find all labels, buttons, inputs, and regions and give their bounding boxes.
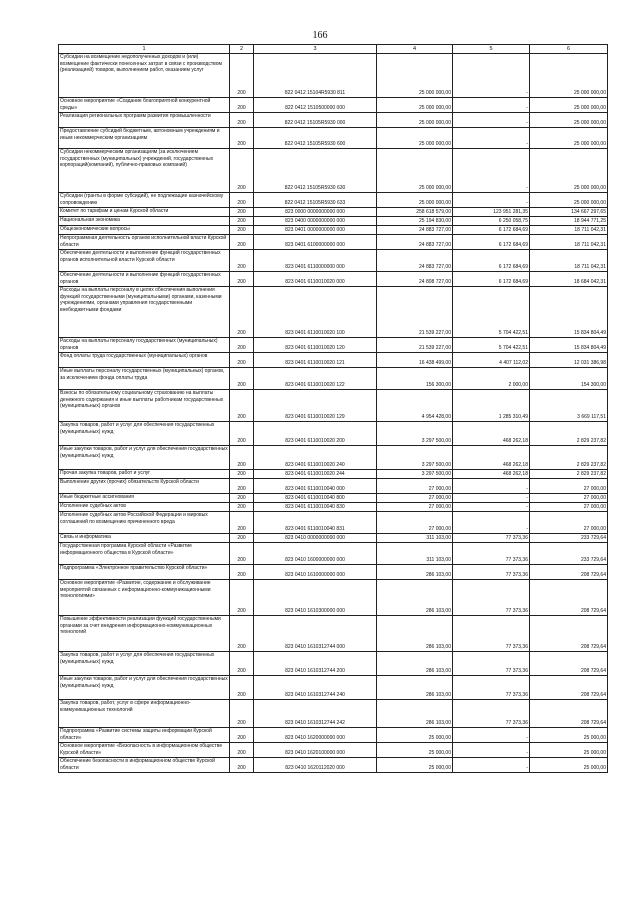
- row-approved-amount-cell: 286 103,00: [377, 565, 453, 580]
- table-row: [59, 113, 608, 128]
- row-budget-code-cell: 823 0410 1610312744 200: [254, 652, 377, 676]
- table-row: [59, 512, 608, 534]
- row-budget-code-cell: 823 0410 1620000000 000: [254, 728, 377, 743]
- table-row: [59, 338, 608, 353]
- row-remaining-amount-cell: 208 729,64: [530, 580, 608, 616]
- row-remaining-amount-cell: 25 000 000,00: [530, 128, 608, 149]
- row-budget-code-cell: 822 0412 15105R5930 600: [254, 128, 377, 149]
- row-executed-amount-cell: 77 373,36: [453, 676, 530, 700]
- row-budget-code-cell: 823 0410 1610312744 242: [254, 700, 377, 728]
- row-executed-amount-cell: 6 172 684,69: [453, 250, 530, 272]
- row-approved-amount-cell: 27 000,00: [377, 494, 453, 503]
- row-line-code-cell: 200: [230, 193, 254, 208]
- row-line-code-cell: 200: [230, 208, 254, 217]
- row-remaining-amount-cell: 2 829 237,82: [530, 422, 608, 446]
- row-name-cell: Подпрограмма «Электронное правительство Курской области»: [59, 565, 230, 580]
- row-budget-code-cell: 823 0401 6100000000 000: [254, 235, 377, 250]
- table-row: [59, 226, 608, 235]
- row-line-code-cell: 200: [230, 217, 254, 226]
- table-row: [59, 353, 608, 368]
- row-budget-code-cell: 822 0412 15105R5930 000: [254, 113, 377, 128]
- table-row: [59, 565, 608, 580]
- row-budget-code-cell: 823 0410 1610312744 000: [254, 616, 377, 652]
- row-name-cell: Основное мероприятие «Безопасность в информационном обществе Курской области»: [59, 743, 230, 758]
- row-line-code-cell: 200: [230, 446, 254, 470]
- row-name-cell: Иные закупки товаров, работ и услуг для обеспечения государственных (муниципальных) нужд: [59, 676, 230, 700]
- row-name-cell: Основное мероприятие «Создание благоприятной конкурентной среды»: [59, 98, 230, 113]
- table-row: [59, 390, 608, 422]
- row-approved-amount-cell: 258 618 579,00: [377, 208, 453, 217]
- row-approved-amount-cell: 25 000 000,00: [377, 128, 453, 149]
- row-approved-amount-cell: 25 000 000,00: [377, 113, 453, 128]
- table-row: [59, 208, 608, 217]
- column-header: 2: [230, 45, 254, 54]
- row-line-code-cell: 200: [230, 235, 254, 250]
- row-name-cell: Взносы по обязательному социальному страхованию на выплаты денежного содержания и иные выплаты работникам государственных (муниципальных) органов: [59, 390, 230, 422]
- row-line-code-cell: 200: [230, 479, 254, 494]
- row-line-code-cell: 200: [230, 250, 254, 272]
- row-name-cell: Иные закупки товаров, работ и услуг для обеспечения государственных (муниципальных) нужд: [59, 446, 230, 470]
- row-line-code-cell: 200: [230, 422, 254, 446]
- row-name-cell: Закупка товаров, работ, услуг в сфере информационно-коммуникационных технологий: [59, 700, 230, 728]
- row-remaining-amount-cell: 2 829 237,82: [530, 446, 608, 470]
- row-approved-amount-cell: 25 000,00: [377, 728, 453, 743]
- row-executed-amount-cell: 77 373,36: [453, 700, 530, 728]
- row-budget-code-cell: 823 0401 6110010020 120: [254, 338, 377, 353]
- row-line-code-cell: 200: [230, 652, 254, 676]
- row-line-code-cell: 200: [230, 503, 254, 512]
- row-executed-amount-cell: -: [453, 113, 530, 128]
- row-line-code-cell: 200: [230, 728, 254, 743]
- table-row: [59, 217, 608, 226]
- row-remaining-amount-cell: 25 000,00: [530, 743, 608, 758]
- row-name-cell: Подпрограмма «Развитие системы защиты информации Курской области»: [59, 728, 230, 743]
- row-line-code-cell: 200: [230, 743, 254, 758]
- column-header: 6: [530, 45, 608, 54]
- row-budget-code-cell: 823 0401 6110010020 244: [254, 470, 377, 479]
- row-approved-amount-cell: 25 000 000,00: [377, 98, 453, 113]
- row-name-cell: Субсидии (гранты в форме субсидий), не подлежащие казначейскому сопровождению: [59, 193, 230, 208]
- row-name-cell: Комитет по тарифам и ценам Курской области: [59, 208, 230, 217]
- row-line-code-cell: 200: [230, 580, 254, 616]
- table-row: [59, 250, 608, 272]
- row-line-code-cell: 200: [230, 676, 254, 700]
- row-remaining-amount-cell: 18 711 042,31: [530, 226, 608, 235]
- row-line-code-cell: 200: [230, 565, 254, 580]
- row-executed-amount-cell: 468 262,18: [453, 470, 530, 479]
- row-executed-amount-cell: -: [453, 503, 530, 512]
- row-remaining-amount-cell: 18 711 042,31: [530, 235, 608, 250]
- row-budget-code-cell: 823 0401 0000000000 000: [254, 226, 377, 235]
- row-line-code-cell: 200: [230, 758, 254, 773]
- row-executed-amount-cell: 6 250 058,75: [453, 217, 530, 226]
- row-remaining-amount-cell: 154 300,00: [530, 368, 608, 390]
- row-executed-amount-cell: 77 373,36: [453, 543, 530, 565]
- row-remaining-amount-cell: 25 000 000,00: [530, 113, 608, 128]
- row-executed-amount-cell: 77 373,36: [453, 652, 530, 676]
- row-name-cell: Связь и информатика: [59, 534, 230, 543]
- table-row: [59, 676, 608, 700]
- row-budget-code-cell: 823 0401 6110000000 000: [254, 250, 377, 272]
- row-approved-amount-cell: 3 297 500,00: [377, 446, 453, 470]
- row-approved-amount-cell: 25 000,00: [377, 743, 453, 758]
- row-remaining-amount-cell: 25 000 000,00: [530, 149, 608, 193]
- row-name-cell: Прочая закупка товаров, работ и услуг: [59, 470, 230, 479]
- row-executed-amount-cell: 123 951 281,35: [453, 208, 530, 217]
- row-budget-code-cell: 823 0401 6110010020 121: [254, 353, 377, 368]
- table-row: [59, 743, 608, 758]
- row-line-code-cell: 200: [230, 512, 254, 534]
- row-name-cell: Обеспечение деятельности и выполнение функций государственных органов исполнительной власти Курской области: [59, 250, 230, 272]
- row-name-cell: Обеспечение деятельности и выполнение функций государственных органов: [59, 272, 230, 287]
- row-approved-amount-cell: 25 194 830,00: [377, 217, 453, 226]
- row-budget-code-cell: 823 0410 1610312744 240: [254, 676, 377, 700]
- table-row: [59, 368, 608, 390]
- row-executed-amount-cell: -: [453, 149, 530, 193]
- row-name-cell: Выполнение других (прочих) обязательств Курской области: [59, 479, 230, 494]
- row-remaining-amount-cell: 15 834 804,49: [530, 338, 608, 353]
- column-header: 3: [254, 45, 377, 54]
- row-line-code-cell: 200: [230, 113, 254, 128]
- row-remaining-amount-cell: 208 729,64: [530, 700, 608, 728]
- row-remaining-amount-cell: 233 729,64: [530, 543, 608, 565]
- row-remaining-amount-cell: 27 000,00: [530, 479, 608, 494]
- row-remaining-amount-cell: 208 729,64: [530, 616, 608, 652]
- row-approved-amount-cell: 4 954 428,00: [377, 390, 453, 422]
- row-approved-amount-cell: 21 539 227,00: [377, 338, 453, 353]
- row-budget-code-cell: 823 0401 6110010020 129: [254, 390, 377, 422]
- row-approved-amount-cell: 286 103,00: [377, 676, 453, 700]
- row-remaining-amount-cell: 12 031 386,98: [530, 353, 608, 368]
- row-remaining-amount-cell: 208 729,64: [530, 676, 608, 700]
- row-executed-amount-cell: -: [453, 728, 530, 743]
- row-name-cell: Предоставление субсидий бюджетным, автономным учреждениям и иным некоммерческим организациям: [59, 128, 230, 149]
- row-budget-code-cell: 823 0401 6110010040 000: [254, 479, 377, 494]
- row-name-cell: Субсидии некоммерческим организациям (за исключением государственных (муниципальных) учреждений, государственных корпораций(компаний), публично-правовых компаний): [59, 149, 230, 193]
- row-budget-code-cell: 823 0410 1610300000 000: [254, 580, 377, 616]
- row-name-cell: Реализация региональных программ развития промышленности: [59, 113, 230, 128]
- row-executed-amount-cell: 468 262,18: [453, 446, 530, 470]
- row-line-code-cell: 200: [230, 543, 254, 565]
- row-line-code-cell: 200: [230, 616, 254, 652]
- row-line-code-cell: 200: [230, 128, 254, 149]
- table-row: [59, 98, 608, 113]
- row-budget-code-cell: 823 0401 6110010020 122: [254, 368, 377, 390]
- row-executed-amount-cell: -: [453, 54, 530, 98]
- row-executed-amount-cell: -: [453, 128, 530, 149]
- row-approved-amount-cell: 27 000,00: [377, 512, 453, 534]
- table-row: [59, 149, 608, 193]
- row-remaining-amount-cell: 18 944 771,25: [530, 217, 608, 226]
- row-line-code-cell: 200: [230, 226, 254, 235]
- row-name-cell: Расходы на выплаты персоналу государственных (муниципальных) органов: [59, 338, 230, 353]
- row-budget-code-cell: 822 0412 1510500000 000: [254, 98, 377, 113]
- row-line-code-cell: 200: [230, 338, 254, 353]
- table-row: [59, 479, 608, 494]
- row-remaining-amount-cell: 25 000 000,00: [530, 54, 608, 98]
- row-approved-amount-cell: 25 000 000,00: [377, 54, 453, 98]
- row-approved-amount-cell: 24 808 727,00: [377, 272, 453, 287]
- table-row: [59, 128, 608, 149]
- budget-table: [58, 44, 608, 773]
- row-remaining-amount-cell: 27 000,00: [530, 512, 608, 534]
- row-approved-amount-cell: 25 000 000,00: [377, 193, 453, 208]
- row-executed-amount-cell: 5 704 422,51: [453, 338, 530, 353]
- row-name-cell: Фонд оплаты труда государственных (муниципальных) органов: [59, 353, 230, 368]
- table-row: [59, 534, 608, 543]
- table-row: [59, 616, 608, 652]
- row-executed-amount-cell: 1 285 310,49: [453, 390, 530, 422]
- row-remaining-amount-cell: 233 729,64: [530, 534, 608, 543]
- table-row: [59, 652, 608, 676]
- row-budget-code-cell: 823 0410 1600000000 000: [254, 543, 377, 565]
- table-row: [59, 470, 608, 479]
- row-remaining-amount-cell: 134 667 297,65: [530, 208, 608, 217]
- row-remaining-amount-cell: 208 729,64: [530, 652, 608, 676]
- table-row: [59, 287, 608, 338]
- table-row: [59, 494, 608, 503]
- row-name-cell: Основное мероприятие «Развитие, содержание и обслуживание мероприятий связанных с информационно-коммуникационными технологиями»: [59, 580, 230, 616]
- row-approved-amount-cell: 156 300,00: [377, 368, 453, 390]
- row-line-code-cell: 200: [230, 368, 254, 390]
- row-approved-amount-cell: 24 883 727,00: [377, 250, 453, 272]
- row-remaining-amount-cell: 18 711 042,31: [530, 250, 608, 272]
- table-row: [59, 503, 608, 512]
- row-name-cell: Исполнение судебных актов Российской Федерации и мировых соглашений по возмещению причиненного вреда: [59, 512, 230, 534]
- row-approved-amount-cell: 25 000 000,00: [377, 149, 453, 193]
- row-line-code-cell: 200: [230, 54, 254, 98]
- row-name-cell: Национальная экономика: [59, 217, 230, 226]
- table-row: [59, 193, 608, 208]
- row-executed-amount-cell: 77 373,36: [453, 534, 530, 543]
- row-name-cell: Непрограммная деятельность органов исполнительной власти Курской области: [59, 235, 230, 250]
- row-budget-code-cell: 823 0401 6110010020 000: [254, 272, 377, 287]
- row-budget-code-cell: 823 0401 6110010040 800: [254, 494, 377, 503]
- row-executed-amount-cell: 5 704 422,51: [453, 287, 530, 338]
- row-line-code-cell: 200: [230, 470, 254, 479]
- row-remaining-amount-cell: 27 000,00: [530, 494, 608, 503]
- row-approved-amount-cell: 3 297 500,00: [377, 422, 453, 446]
- header-row: [59, 45, 608, 54]
- row-approved-amount-cell: 24 883 727,00: [377, 226, 453, 235]
- row-name-cell: Закупка товаров, работ и услуг для обеспечения государственных (муниципальных) нужд: [59, 422, 230, 446]
- row-approved-amount-cell: 286 103,00: [377, 700, 453, 728]
- row-approved-amount-cell: 16 438 499,00: [377, 353, 453, 368]
- row-executed-amount-cell: 2 000,00: [453, 368, 530, 390]
- row-budget-code-cell: 823 0401 6110010020 200: [254, 422, 377, 446]
- table-row: [59, 54, 608, 98]
- row-name-cell: Повышение эффективности реализации функций государственными органами за счет внедрения информационно-коммуникационных технологий: [59, 616, 230, 652]
- row-approved-amount-cell: 286 103,00: [377, 580, 453, 616]
- table-row: [59, 728, 608, 743]
- row-budget-code-cell: 822 0412 15105R5930 633: [254, 193, 377, 208]
- table-row: [59, 700, 608, 728]
- row-name-cell: Субсидии на возмещение недополученных доходов и (или) возмещение фактически понесенных затрат в связи с производством (реализацией) товаров, выполнением работ, оказанием услуг: [59, 54, 230, 98]
- row-line-code-cell: 200: [230, 287, 254, 338]
- column-header: 4: [377, 45, 453, 54]
- row-name-cell: Государственная программа Курской области «Развитие информационного общества в Курской области»: [59, 543, 230, 565]
- row-executed-amount-cell: 6 172 684,69: [453, 235, 530, 250]
- row-remaining-amount-cell: 25 000 000,00: [530, 193, 608, 208]
- page-number: 166: [312, 30, 328, 41]
- row-approved-amount-cell: 25 000,00: [377, 758, 453, 773]
- row-name-cell: Иные выплаты персоналу государственных (муниципальных) органов, за исключением фонда оплаты труда: [59, 368, 230, 390]
- row-budget-code-cell: 823 0401 6110010020 240: [254, 446, 377, 470]
- table-row: [59, 272, 608, 287]
- table-row: [59, 580, 608, 616]
- row-approved-amount-cell: 21 539 227,00: [377, 287, 453, 338]
- row-approved-amount-cell: 311 103,00: [377, 543, 453, 565]
- column-header: 1: [59, 45, 230, 54]
- table-row: [59, 446, 608, 470]
- row-executed-amount-cell: 4 407 112,02: [453, 353, 530, 368]
- row-executed-amount-cell: 6 172 684,69: [453, 272, 530, 287]
- row-executed-amount-cell: -: [453, 743, 530, 758]
- row-approved-amount-cell: 24 883 727,00: [377, 235, 453, 250]
- row-remaining-amount-cell: 2 829 237,82: [530, 470, 608, 479]
- row-budget-code-cell: 823 0410 0000000000 000: [254, 534, 377, 543]
- row-approved-amount-cell: 286 103,00: [377, 652, 453, 676]
- table-body: [59, 54, 608, 773]
- row-line-code-cell: 200: [230, 98, 254, 113]
- row-executed-amount-cell: -: [453, 98, 530, 113]
- column-header: 5: [453, 45, 530, 54]
- row-line-code-cell: 200: [230, 390, 254, 422]
- row-executed-amount-cell: 77 373,36: [453, 565, 530, 580]
- row-budget-code-cell: 823 0000 0000000000 000: [254, 208, 377, 217]
- table-row: [59, 422, 608, 446]
- table-row: [59, 758, 608, 773]
- row-line-code-cell: 200: [230, 272, 254, 287]
- row-executed-amount-cell: -: [453, 479, 530, 494]
- row-remaining-amount-cell: 25 000 000,00: [530, 98, 608, 113]
- row-executed-amount-cell: -: [453, 512, 530, 534]
- row-executed-amount-cell: 77 373,36: [453, 616, 530, 652]
- row-name-cell: Закупка товаров, работ и услуг для обеспечения государственных (муниципальных) нужд: [59, 652, 230, 676]
- row-budget-code-cell: 823 0410 1620112020 000: [254, 758, 377, 773]
- row-approved-amount-cell: 286 103,00: [377, 616, 453, 652]
- row-budget-code-cell: 822 0412 15105R5930 630: [254, 149, 377, 193]
- row-executed-amount-cell: 468 262,18: [453, 422, 530, 446]
- table-row: [59, 543, 608, 565]
- row-remaining-amount-cell: 27 000,00: [530, 503, 608, 512]
- row-line-code-cell: 200: [230, 149, 254, 193]
- row-line-code-cell: 200: [230, 700, 254, 728]
- row-budget-code-cell: 823 0401 6110010020 100: [254, 287, 377, 338]
- row-executed-amount-cell: 77 373,36: [453, 580, 530, 616]
- row-executed-amount-cell: -: [453, 193, 530, 208]
- row-budget-code-cell: 823 0401 6110010040 831: [254, 512, 377, 534]
- row-name-cell: Иные бюджетные ассигнования: [59, 494, 230, 503]
- row-budget-code-cell: 823 0410 1620100000 000: [254, 743, 377, 758]
- row-remaining-amount-cell: 18 684 042,31: [530, 272, 608, 287]
- row-remaining-amount-cell: 3 669 117,51: [530, 390, 608, 422]
- row-budget-code-cell: 822 0412 15104R5930 811: [254, 54, 377, 98]
- row-line-code-cell: 200: [230, 494, 254, 503]
- row-budget-code-cell: 823 0400 0000000000 000: [254, 217, 377, 226]
- row-budget-code-cell: 823 0410 1610000000 000: [254, 565, 377, 580]
- row-remaining-amount-cell: 25 000,00: [530, 728, 608, 743]
- row-budget-code-cell: 823 0401 6110010040 830: [254, 503, 377, 512]
- row-remaining-amount-cell: 208 729,64: [530, 565, 608, 580]
- row-name-cell: Исполнение судебных актов: [59, 503, 230, 512]
- row-name-cell: Общеэкономические вопросы: [59, 226, 230, 235]
- row-remaining-amount-cell: 15 834 804,49: [530, 287, 608, 338]
- row-line-code-cell: 200: [230, 353, 254, 368]
- row-approved-amount-cell: 3 297 500,00: [377, 470, 453, 479]
- row-executed-amount-cell: -: [453, 758, 530, 773]
- row-approved-amount-cell: 27 000,00: [377, 503, 453, 512]
- row-name-cell: Обеспечение безопасности в информационном обществе Курской области: [59, 758, 230, 773]
- row-remaining-amount-cell: 25 000,00: [530, 758, 608, 773]
- table-row: [59, 235, 608, 250]
- row-line-code-cell: 200: [230, 534, 254, 543]
- row-executed-amount-cell: -: [453, 494, 530, 503]
- row-approved-amount-cell: 27 000,00: [377, 479, 453, 494]
- row-approved-amount-cell: 311 103,00: [377, 534, 453, 543]
- row-name-cell: Расходы на выплаты персоналу в целях обеспечения выполнения функций государственными (муниципальными) органами, казенными учреждениями, органами управления государственными внебюджетными фондами: [59, 287, 230, 338]
- row-executed-amount-cell: 6 172 684,69: [453, 226, 530, 235]
